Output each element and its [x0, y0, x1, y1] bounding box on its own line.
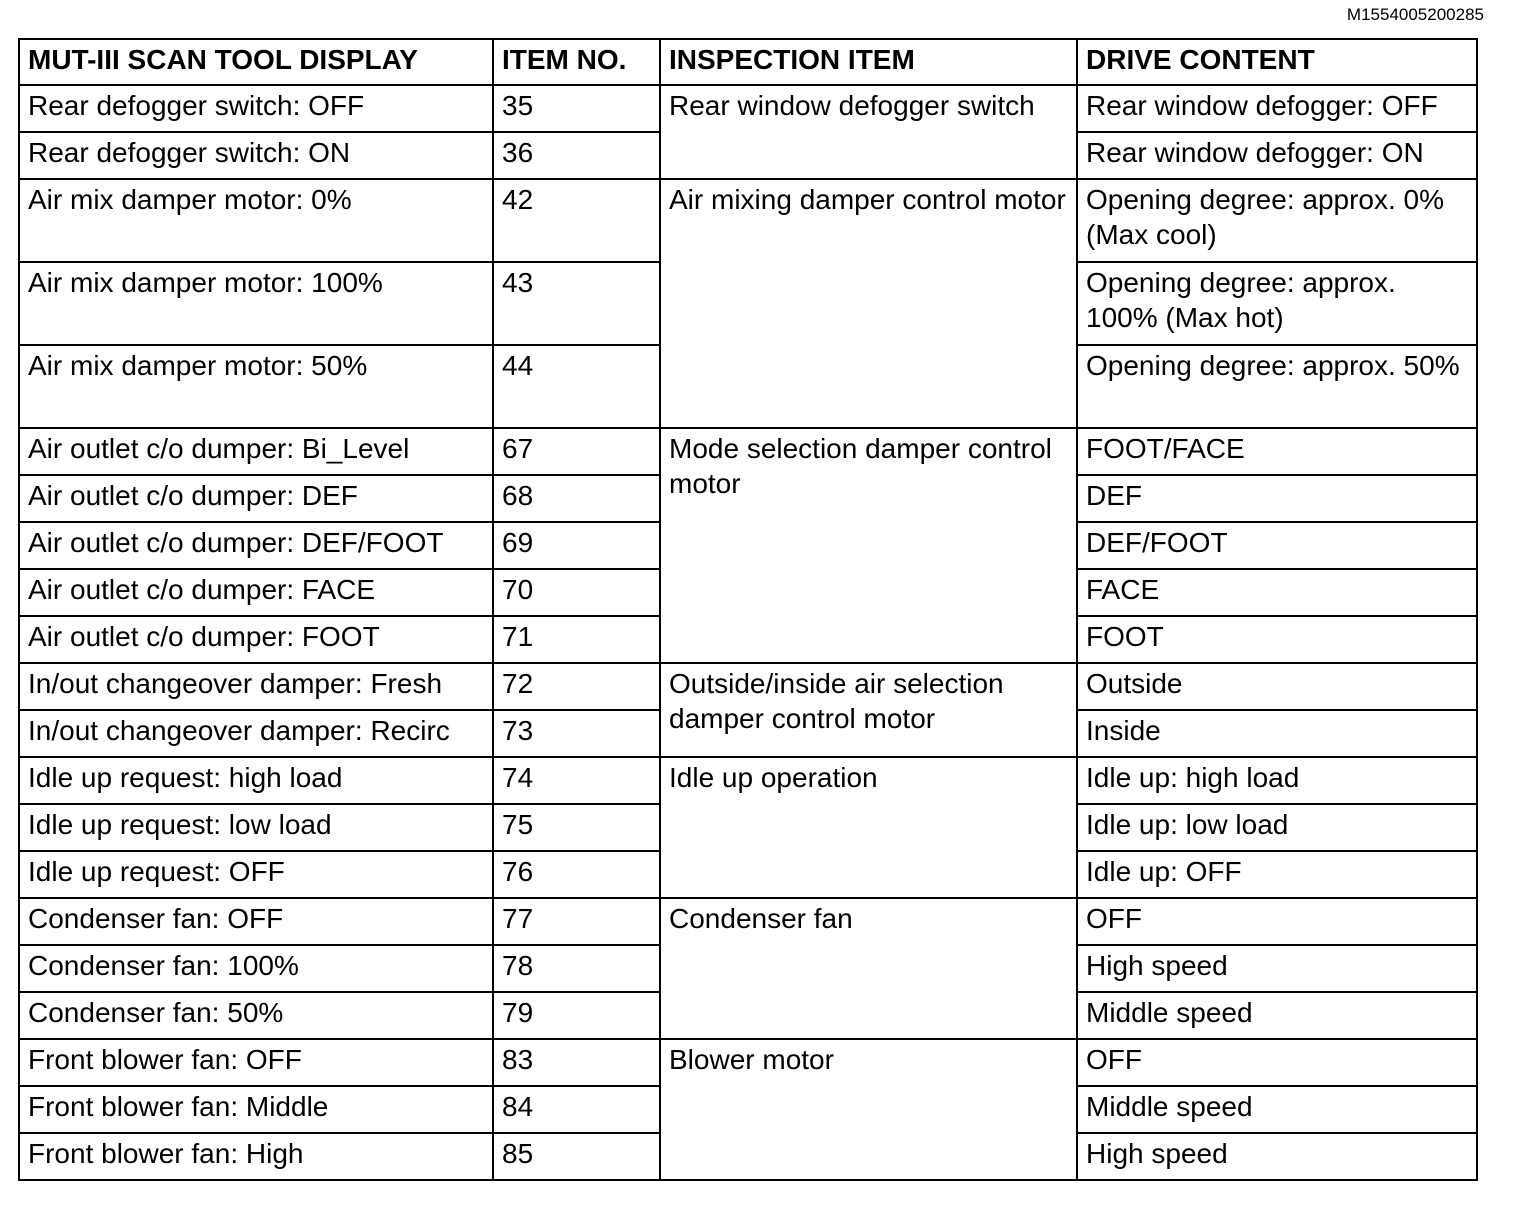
item-no-cell: 77 [493, 898, 660, 945]
table-row [19, 1039, 1477, 1086]
display-cell: Air outlet c/o dumper: DEF/FOOT [19, 522, 493, 569]
display-cell: Air mix damper motor: 50% [19, 345, 493, 428]
scan-tool-table [18, 38, 1478, 1181]
inspection-item-cell: Mode selection damper control motor [660, 428, 1077, 663]
inspection-item-cell: Condenser fan [660, 898, 1077, 1039]
item-no-cell: 79 [493, 992, 660, 1039]
item-no-cell: 74 [493, 757, 660, 804]
display-cell: Air outlet c/o dumper: Bi_Level [19, 428, 493, 475]
item-no-cell: 68 [493, 475, 660, 522]
display-cell: Rear defogger switch: ON [19, 132, 493, 179]
drive-content-cell: Idle up: low load [1077, 804, 1477, 851]
inspection-item-cell: Blower motor [660, 1039, 1077, 1180]
drive-content-cell: DEF/FOOT [1077, 522, 1477, 569]
item-no-cell: 35 [493, 85, 660, 132]
item-no-cell: 73 [493, 710, 660, 757]
display-cell: Idle up request: OFF [19, 851, 493, 898]
item-no-cell: 43 [493, 262, 660, 345]
display-cell: Condenser fan: 100% [19, 945, 493, 992]
display-cell: Front blower fan: Middle [19, 1086, 493, 1133]
display-cell: Front blower fan: High [19, 1133, 493, 1180]
inspection-item-cell: Idle up operation [660, 757, 1077, 898]
display-cell: Idle up request: high load [19, 757, 493, 804]
display-cell: In/out changeover damper: Recirc [19, 710, 493, 757]
display-cell: Condenser fan: OFF [19, 898, 493, 945]
document-id: M1554005200285 [1346, 5, 1484, 24]
display-cell: Air mix damper motor: 0% [19, 179, 493, 262]
item-no-cell: 85 [493, 1133, 660, 1180]
display-cell: Air outlet c/o dumper: DEF [19, 475, 493, 522]
drive-content-cell: High speed [1077, 1133, 1477, 1180]
inspection-item-cell: Air mixing damper control motor [660, 179, 1077, 428]
drive-content-cell: Opening degree: approx. 100% (Max hot) [1077, 262, 1477, 345]
drive-content-cell: Idle up: OFF [1077, 851, 1477, 898]
header-drive-content: DRIVE CONTENT [1077, 39, 1477, 85]
drive-content-cell: High speed [1077, 945, 1477, 992]
header-item-no: ITEM NO. [493, 39, 660, 85]
table-row [19, 898, 1477, 945]
drive-content-cell: Inside [1077, 710, 1477, 757]
item-no-cell: 67 [493, 428, 660, 475]
header-scan-tool-display: MUT-III SCAN TOOL DISPLAY [19, 39, 493, 85]
drive-content-cell: OFF [1077, 1039, 1477, 1086]
table-row [19, 428, 1477, 475]
item-no-cell: 84 [493, 1086, 660, 1133]
display-cell: Air outlet c/o dumper: FACE [19, 569, 493, 616]
drive-content-cell: Middle speed [1077, 992, 1477, 1039]
header-row [19, 39, 1477, 85]
item-no-cell: 44 [493, 345, 660, 428]
display-cell: Front blower fan: OFF [19, 1039, 493, 1086]
inspection-item-cell: Outside/inside air selection damper control motor [660, 663, 1077, 757]
display-cell: In/out changeover damper: Fresh [19, 663, 493, 710]
display-cell: Idle up request: low load [19, 804, 493, 851]
drive-content-cell: Rear window defogger: OFF [1077, 85, 1477, 132]
display-cell: Air outlet c/o dumper: FOOT [19, 616, 493, 663]
item-no-cell: 78 [493, 945, 660, 992]
drive-content-cell: FACE [1077, 569, 1477, 616]
display-cell: Condenser fan: 50% [19, 992, 493, 1039]
table-row [19, 179, 1477, 262]
item-no-cell: 36 [493, 132, 660, 179]
inspection-item-cell: Rear window defogger switch [660, 85, 1077, 179]
item-no-cell: 71 [493, 616, 660, 663]
table-row [19, 85, 1477, 132]
drive-content-cell: Idle up: high load [1077, 757, 1477, 804]
drive-content-cell: FOOT [1077, 616, 1477, 663]
header-inspection-item: INSPECTION ITEM [660, 39, 1077, 85]
display-cell: Air mix damper motor: 100% [19, 262, 493, 345]
item-no-cell: 69 [493, 522, 660, 569]
drive-content-cell: Middle speed [1077, 1086, 1477, 1133]
item-no-cell: 72 [493, 663, 660, 710]
drive-content-cell: Opening degree: approx. 50% [1077, 345, 1477, 428]
drive-content-cell: FOOT/FACE [1077, 428, 1477, 475]
drive-content-cell: DEF [1077, 475, 1477, 522]
table-row [19, 663, 1477, 710]
item-no-cell: 83 [493, 1039, 660, 1086]
drive-content-cell: Opening degree: approx. 0% (Max cool) [1077, 179, 1477, 262]
item-no-cell: 70 [493, 569, 660, 616]
drive-content-cell: Outside [1077, 663, 1477, 710]
drive-content-cell: Rear window defogger: ON [1077, 132, 1477, 179]
display-cell: Rear defogger switch: OFF [19, 85, 493, 132]
item-no-cell: 42 [493, 179, 660, 262]
drive-content-cell: OFF [1077, 898, 1477, 945]
item-no-cell: 76 [493, 851, 660, 898]
item-no-cell: 75 [493, 804, 660, 851]
table-row [19, 757, 1477, 804]
